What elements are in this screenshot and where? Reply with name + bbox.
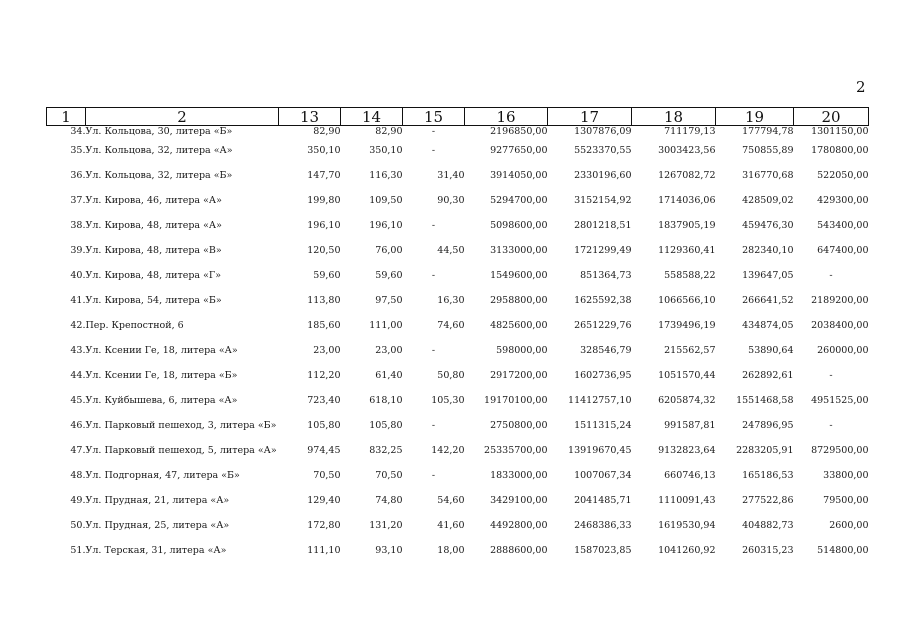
- table-cell: 1066566,10: [658, 295, 716, 306]
- table-cell: 18,00: [437, 545, 465, 556]
- row-number: 46.: [70, 420, 86, 431]
- table-cell: 70,50: [313, 470, 341, 481]
- row-number: 42.: [70, 320, 86, 331]
- table-cell: 105,30: [431, 395, 465, 406]
- table-cell: 82,90: [313, 126, 341, 137]
- table-cell: 76,00: [375, 245, 403, 256]
- table-cell: 3003423,56: [658, 145, 716, 156]
- table-cell: 1619530,94: [658, 520, 716, 531]
- table-cell: 851364,73: [580, 270, 632, 281]
- table-cell: 1307876,09: [574, 126, 632, 137]
- table-cell: 1739496,19: [658, 320, 716, 331]
- table-cell: 2468386,33: [574, 520, 632, 531]
- table-cell: 50,80: [437, 370, 465, 381]
- table-cell: 2189200,00: [811, 295, 869, 306]
- row-number: 43.: [70, 345, 86, 356]
- table-cell: 1714036,06: [658, 195, 716, 206]
- table-row: [47, 288, 869, 313]
- table-cell: 215562,57: [664, 345, 716, 356]
- address-cell: Ул. Кирова, 48, литера «В»: [85, 245, 222, 256]
- table-cell: 1511315,24: [574, 420, 632, 431]
- table-cell: 74,80: [375, 495, 403, 506]
- address-cell: Пер. Крепостной, 6: [85, 320, 184, 331]
- table-cell: 109,50: [369, 195, 403, 206]
- row-number: 34.: [70, 126, 86, 137]
- table-cell: 282340,10: [742, 245, 794, 256]
- row-number: 44.: [70, 370, 86, 381]
- table-cell: 2750800,00: [490, 420, 548, 431]
- table-cell: 54,60: [437, 495, 465, 506]
- row-number: 37.: [70, 195, 86, 206]
- table-cell: 262892,61: [742, 370, 794, 381]
- table-cell: 4951525,00: [811, 395, 869, 406]
- table-cell: 991587,81: [664, 420, 716, 431]
- address-cell: Ул. Куйбышева, 6, литера «А»: [85, 395, 238, 406]
- table-cell: 711179,13: [664, 126, 716, 137]
- row-number: 36.: [70, 170, 86, 181]
- row-number: 45.: [70, 395, 86, 406]
- table-cell: -: [431, 145, 436, 156]
- row-number: 39.: [70, 245, 86, 256]
- row-number: 35.: [70, 145, 86, 156]
- table-cell: -: [431, 126, 436, 137]
- table-cell: 11412757,10: [568, 395, 632, 406]
- table-cell: 61,40: [375, 370, 403, 381]
- table-cell: 23,00: [375, 345, 403, 356]
- table-cell: -: [431, 270, 436, 281]
- table-cell: 3914050,00: [490, 170, 548, 181]
- column-header: 20: [794, 108, 869, 126]
- table-cell: 129,40: [307, 495, 341, 506]
- table-cell: 2958800,00: [490, 295, 548, 306]
- table-cell: 165186,53: [742, 470, 794, 481]
- table-cell: 120,50: [307, 245, 341, 256]
- table-cell: 5098600,00: [490, 220, 548, 231]
- column-header: 2: [86, 108, 279, 126]
- address-cell: Ул. Ксении Ге, 18, литера «Б»: [85, 370, 238, 381]
- table-cell: 5523370,55: [574, 145, 632, 156]
- page-number: 2: [856, 78, 866, 96]
- address-cell: Ул. Кирова, 48, литера «Г»: [85, 270, 222, 281]
- table-cell: 1301150,00: [811, 126, 869, 137]
- table-cell: 25335700,00: [484, 445, 548, 456]
- table-cell: 1007067,34: [574, 470, 632, 481]
- table-cell: 2330196,60: [574, 170, 632, 181]
- table-cell: 1041260,92: [658, 545, 716, 556]
- table-cell: 618,10: [369, 395, 403, 406]
- table-row: [47, 463, 869, 488]
- address-cell: Ул. Парковый пешеход, 3, литера «Б»: [85, 420, 277, 431]
- table-cell: 2196850,00: [490, 126, 548, 137]
- table-cell: 459476,30: [742, 220, 794, 231]
- table-cell: 16,30: [437, 295, 465, 306]
- table-cell: 79500,00: [823, 495, 869, 506]
- table-cell: 41,60: [437, 520, 465, 531]
- address-cell: Ул. Кольцова, 30, литера «Б»: [85, 126, 233, 137]
- row-number: 47.: [70, 445, 86, 456]
- table-cell: 428509,02: [742, 195, 794, 206]
- table-cell: -: [829, 420, 833, 431]
- table-cell: -: [829, 370, 833, 381]
- table-cell: -: [431, 470, 436, 481]
- table-cell: 2041485,71: [574, 495, 632, 506]
- table-cell: 196,10: [369, 220, 403, 231]
- table-cell: 404882,73: [742, 520, 794, 531]
- address-cell: Ул. Прудная, 25, литера «А»: [85, 520, 230, 531]
- table-cell: 260000,00: [817, 345, 869, 356]
- table-cell: 13919670,45: [568, 445, 632, 456]
- table-cell: 142,20: [431, 445, 465, 456]
- table-cell: 832,25: [369, 445, 403, 456]
- table-cell: 2600,00: [829, 520, 869, 531]
- row-number: 40.: [70, 270, 86, 281]
- table-cell: 111,00: [369, 320, 403, 331]
- table-cell: 2283205,91: [736, 445, 794, 456]
- table-cell: 1602736,95: [574, 370, 632, 381]
- table-cell: 1833000,00: [490, 470, 548, 481]
- row-number: 51.: [70, 545, 86, 556]
- table-cell: 277522,86: [742, 495, 794, 506]
- table-cell: 8729500,00: [811, 445, 869, 456]
- address-cell: Ул. Кирова, 48, литера «А»: [85, 220, 222, 231]
- table-cell: 723,40: [307, 395, 341, 406]
- table-cell: 93,10: [375, 545, 403, 556]
- column-header: 15: [403, 108, 465, 126]
- table-row: [47, 363, 869, 388]
- table-row: [47, 238, 869, 263]
- table-row: [47, 126, 869, 139]
- table-cell: 147,70: [307, 170, 341, 181]
- table-cell: 3152154,92: [574, 195, 632, 206]
- table-row: [47, 263, 869, 288]
- table-row: [47, 213, 869, 238]
- table-cell: 514800,00: [817, 545, 869, 556]
- address-cell: Ул. Кирова, 46, литера «А»: [85, 195, 222, 206]
- table-cell: 1110091,43: [658, 495, 716, 506]
- table-cell: 2917200,00: [490, 370, 548, 381]
- table-cell: 1837905,19: [658, 220, 716, 231]
- table-cell: 23,00: [313, 345, 341, 356]
- table-cell: 1625592,38: [574, 295, 632, 306]
- table-cell: 247896,95: [742, 420, 794, 431]
- table-cell: -: [431, 220, 436, 231]
- table-cell: 350,10: [369, 145, 403, 156]
- table-cell: 3429100,00: [490, 495, 548, 506]
- table-cell: 6205874,32: [658, 395, 716, 406]
- column-header: 17: [548, 108, 632, 126]
- table-row: [47, 538, 869, 563]
- table-cell: 660746,13: [664, 470, 716, 481]
- table-cell: 113,80: [307, 295, 341, 306]
- table-cell: 1549600,00: [490, 270, 548, 281]
- address-cell: Ул. Ксении Ге, 18, литера «А»: [85, 345, 238, 356]
- table-cell: 5294700,00: [490, 195, 548, 206]
- table-cell: 429300,00: [817, 195, 869, 206]
- table-cell: 105,80: [369, 420, 403, 431]
- table-cell: 522050,00: [817, 170, 869, 181]
- table-cell: 19170100,00: [484, 395, 548, 406]
- table-row: [47, 338, 869, 363]
- table-cell: 2038400,00: [811, 320, 869, 331]
- table-row: [47, 438, 869, 463]
- table-row: [47, 138, 869, 163]
- table-cell: 316770,68: [742, 170, 794, 181]
- table-cell: 70,50: [375, 470, 403, 481]
- table-row: [47, 188, 869, 213]
- table-row: [47, 163, 869, 188]
- table-cell: 350,10: [307, 145, 341, 156]
- table-cell: 3133000,00: [490, 245, 548, 256]
- column-header: 14: [341, 108, 403, 126]
- table-cell: 1780800,00: [811, 145, 869, 156]
- table-row: [47, 513, 869, 538]
- table-cell: 2651229,76: [574, 320, 632, 331]
- row-number: 49.: [70, 495, 86, 506]
- table-cell: 1587023,85: [574, 545, 632, 556]
- table-cell: -: [431, 420, 436, 431]
- table-cell: 177794,78: [742, 126, 794, 137]
- table-cell: 111,10: [307, 545, 341, 556]
- table-cell: 260315,23: [742, 545, 794, 556]
- table-row: [47, 388, 869, 413]
- address-cell: Ул. Кирова, 54, литера «Б»: [85, 295, 222, 306]
- table-cell: 1267082,72: [658, 170, 716, 181]
- table-cell: 434874,05: [742, 320, 794, 331]
- address-cell: Ул. Кольцова, 32, литера «А»: [85, 145, 233, 156]
- table-cell: 131,20: [369, 520, 403, 531]
- table-cell: 1129360,41: [658, 245, 716, 256]
- table-cell: 9132823,64: [658, 445, 716, 456]
- column-header: 13: [279, 108, 341, 126]
- table-cell: 9277650,00: [490, 145, 548, 156]
- table-cell: 266641,52: [742, 295, 794, 306]
- table-cell: 598000,00: [496, 345, 548, 356]
- table-cell: 105,80: [307, 420, 341, 431]
- table-cell: 558588,22: [664, 270, 716, 281]
- table-cell: 196,10: [307, 220, 341, 231]
- property-table: [46, 107, 869, 563]
- column-header: 19: [716, 108, 794, 126]
- column-header: 16: [465, 108, 548, 126]
- table-cell: 112,20: [307, 370, 341, 381]
- column-header: 1: [47, 108, 86, 126]
- table-cell: 328546,79: [580, 345, 632, 356]
- table-cell: -: [829, 270, 833, 281]
- row-number: 38.: [70, 220, 86, 231]
- table-cell: 33800,00: [823, 470, 869, 481]
- table-cell: 2888600,00: [490, 545, 548, 556]
- table-cell: 2801218,51: [574, 220, 632, 231]
- address-cell: Ул. Кольцова, 32, литера «Б»: [85, 170, 233, 181]
- table-cell: 750855,89: [742, 145, 794, 156]
- row-number: 48.: [70, 470, 86, 481]
- table-cell: 543400,00: [817, 220, 869, 231]
- table-cell: 97,50: [375, 295, 403, 306]
- table-cell: 74,60: [437, 320, 465, 331]
- table-cell: 116,30: [369, 170, 403, 181]
- table-cell: 59,60: [313, 270, 341, 281]
- table-cell: 172,80: [307, 520, 341, 531]
- table-cell: -: [431, 345, 436, 356]
- table-cell: 31,40: [437, 170, 465, 181]
- table-cell: 1051570,44: [658, 370, 716, 381]
- address-cell: Ул. Подгорная, 47, литера «Б»: [85, 470, 240, 481]
- table-cell: 4492800,00: [490, 520, 548, 531]
- table-cell: 185,60: [307, 320, 341, 331]
- table-cell: 53890,64: [748, 345, 794, 356]
- table-body: [47, 126, 869, 564]
- table-cell: 59,60: [375, 270, 403, 281]
- column-header: 18: [632, 108, 716, 126]
- table-cell: 44,50: [437, 245, 465, 256]
- table-cell: 90,30: [437, 195, 465, 206]
- table-row: [47, 413, 869, 438]
- table-row: [47, 313, 869, 338]
- table-cell: 139647,05: [742, 270, 794, 281]
- table-row: [47, 488, 869, 513]
- table-cell: 647400,00: [817, 245, 869, 256]
- address-cell: Ул. Прудная, 21, литера «А»: [85, 495, 230, 506]
- address-cell: Ул. Парковый пешеход, 5, литера «А»: [85, 445, 277, 456]
- table-cell: 1721299,49: [574, 245, 632, 256]
- header-row: [47, 108, 869, 126]
- table-cell: 4825600,00: [490, 320, 548, 331]
- table-cell: 1551468,58: [736, 395, 794, 406]
- table-cell: 974,45: [307, 445, 341, 456]
- row-number: 41.: [70, 295, 86, 306]
- address-cell: Ул. Терская, 31, литера «А»: [85, 545, 227, 556]
- table-cell: 82,90: [375, 126, 403, 137]
- table-cell: 199,80: [307, 195, 341, 206]
- row-number: 50.: [70, 520, 86, 531]
